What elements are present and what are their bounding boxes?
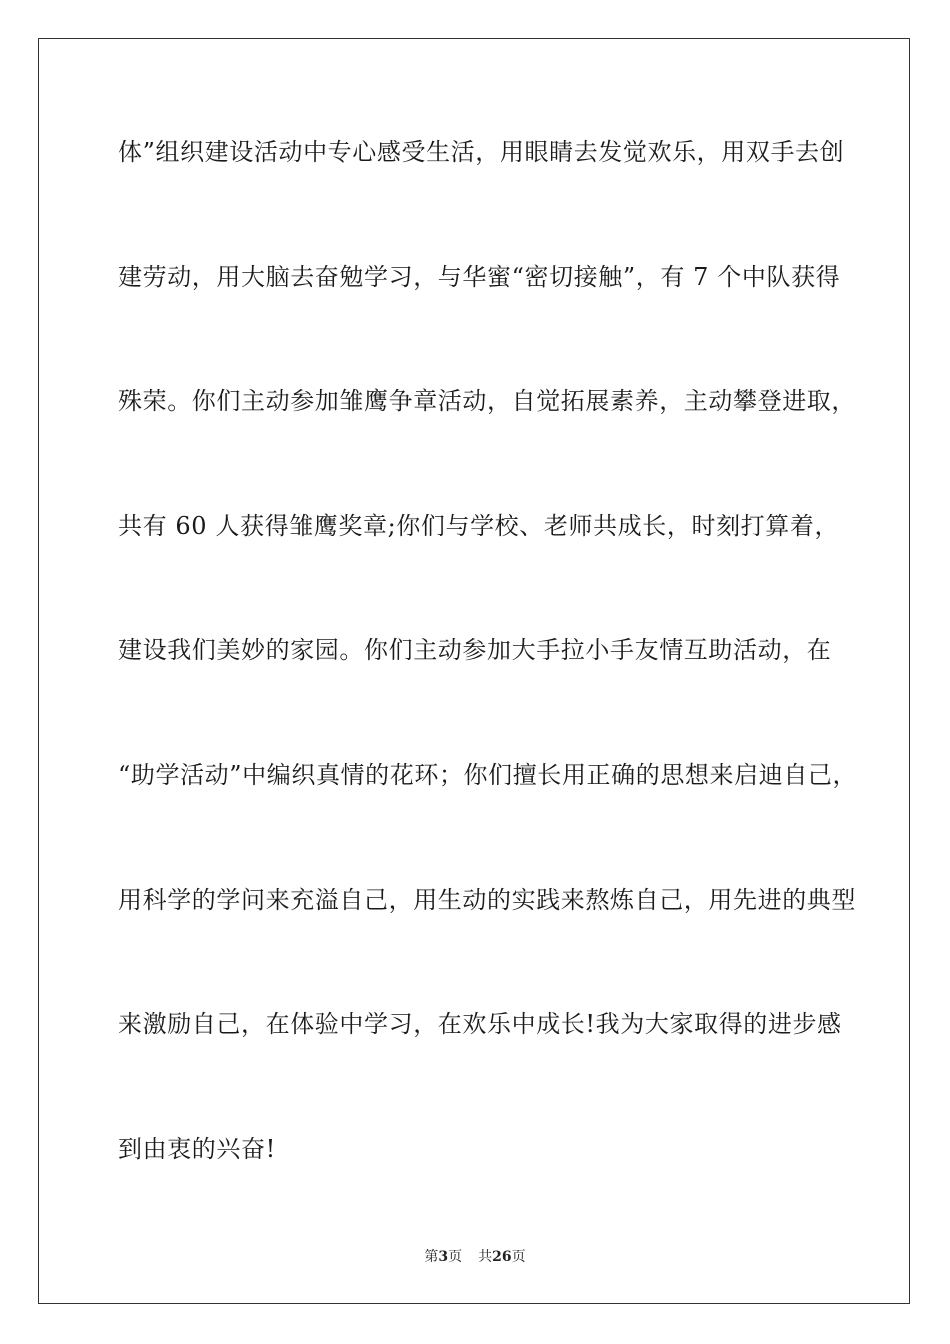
page-suffix: 页 (448, 1249, 463, 1265)
text-line: 建劳动，用大脑去奋勉学习，与华蜜“密切接触”，有 7 个中队获得 (118, 262, 841, 291)
document-body (118, 128, 858, 1249)
text-line: 用科学的学问来充溢自己，用生动的实践来熬炼自己，用先进的典型 (118, 885, 856, 914)
text-line: 建设我们美妙的家园。你们主动参加大手拉小手友情互助活动，在 (118, 636, 832, 665)
text-line: 到由衷的兴奋! (118, 1134, 276, 1163)
total-suffix: 页 (511, 1249, 526, 1265)
total-pages: 26 (492, 1249, 512, 1265)
page-footer (0, 1246, 950, 1266)
text-line: 体”组织建设活动中专心感受生活，用眼睛去发觉欢乐，用双手去创 (118, 138, 845, 166)
text-line: 来激励自己，在体验中学习，在欢乐中成长!我为大家取得的进步感 (118, 1010, 842, 1039)
text-line: 殊荣。你们主动参加雏鹰争章活动，自觉拓展素养，主动攀登进取， (118, 387, 856, 416)
total-prefix: 共 (478, 1249, 493, 1265)
page-number: 3 (438, 1249, 449, 1265)
text-line: 共有 60 人获得雏鹰奖章;你们与学校、老师共成长，时刻打算着， (118, 511, 840, 540)
page-prefix: 第 (424, 1249, 439, 1265)
text-line: “助学活动”中编织真情的花环；你们擅长用正确的思想来启迪自己， (118, 760, 858, 789)
